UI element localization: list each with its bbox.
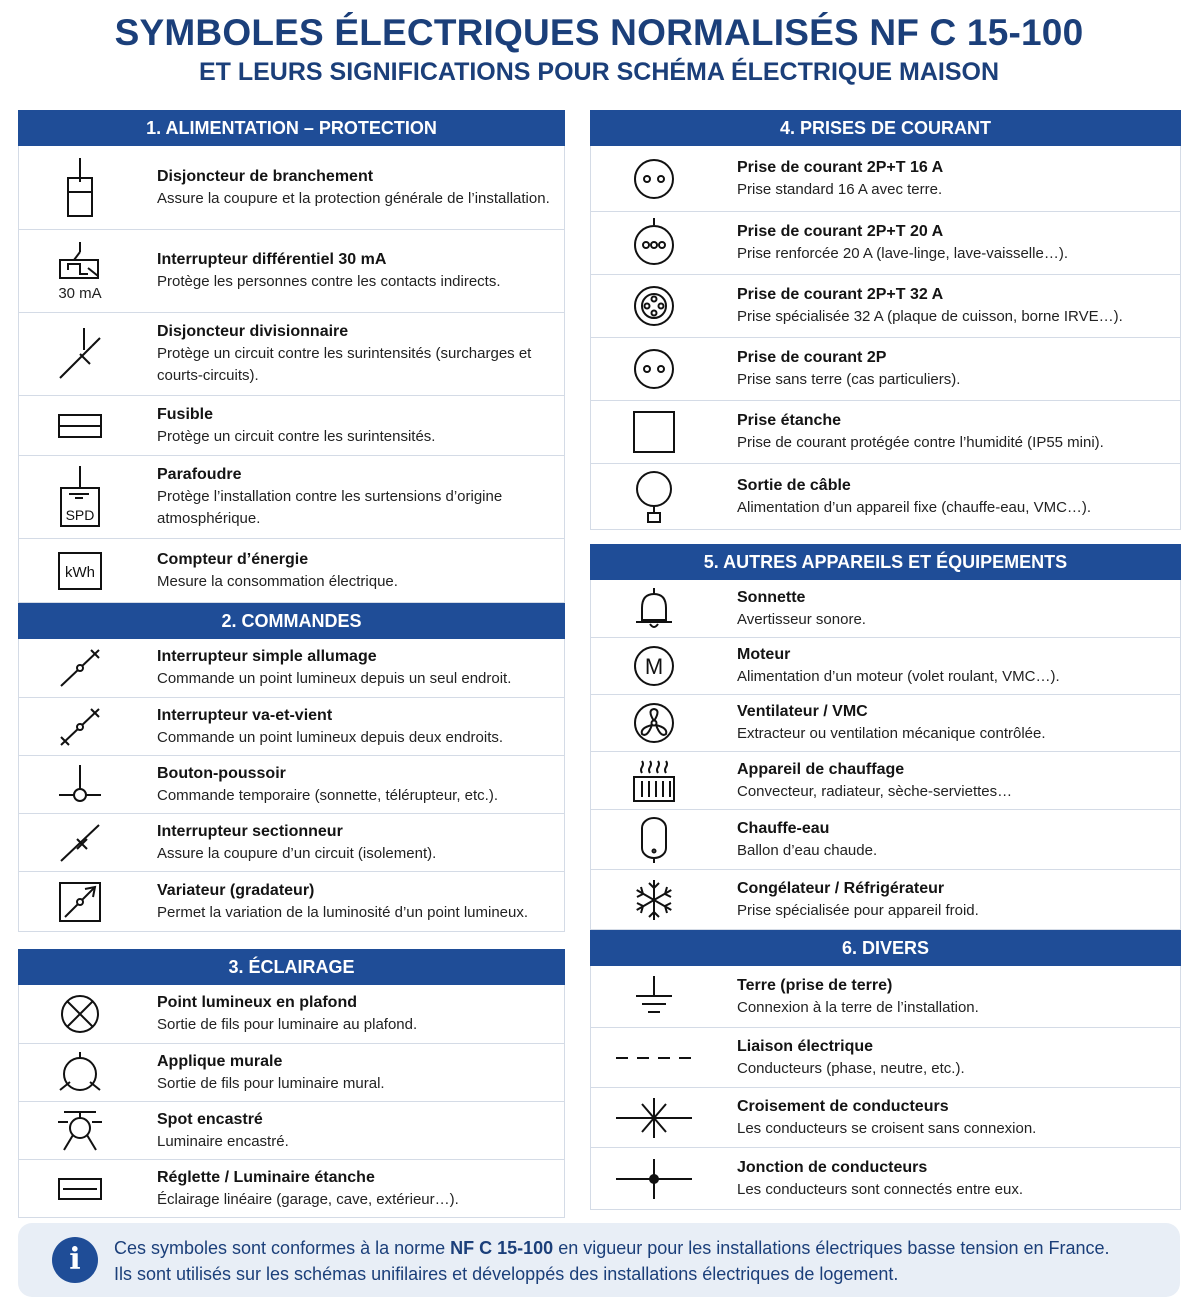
section-eclairage: [18, 949, 565, 1218]
surge-protector-icon: [19, 464, 141, 530]
item-name: Disjoncteur de branchement: [157, 167, 374, 185]
list-item: [591, 580, 1180, 637]
item-name: Jonction de conducteurs: [737, 1158, 928, 1176]
list-item: [19, 985, 564, 1043]
item-desc: Connexion à la terre de l’installation.: [737, 998, 979, 1016]
item-name: Fusible: [157, 405, 214, 423]
item-desc: Alimentation d’un moteur (volet roulant, VMC…).: [737, 668, 1060, 685]
item-name: Bouton-poussoir: [157, 764, 286, 782]
item-desc: Prise spécialisée pour appareil froid.: [737, 901, 979, 919]
ceiling-light-icon: [19, 992, 141, 1036]
list-item: [591, 1147, 1180, 1209]
item-desc: Prise spécialisée 32 A (plaque de cuisson, borne IRVE…).: [737, 308, 1123, 325]
list-item: [591, 809, 1180, 869]
item-name: Parafoudre: [157, 466, 242, 483]
list-item: [19, 538, 564, 602]
item-name: Sonnette: [737, 588, 806, 606]
page-title: SYMBOLES ÉLECTRIQUES NORMALISÉS NF C 15-100: [114, 12, 1084, 53]
item-desc: Assure la coupure d’un circuit (isolement).: [157, 844, 437, 862]
section-prises: [590, 110, 1181, 530]
list-item: [591, 869, 1180, 929]
item-desc: Prise de courant protégée contre l’humidité (IP55 mini).: [737, 434, 1104, 451]
list-item: [19, 639, 564, 697]
bell-icon: [591, 586, 717, 632]
item-name: Sortie de câble: [737, 476, 851, 494]
list-item: [591, 694, 1180, 751]
section-divers: [590, 930, 1181, 1210]
item-desc: Sortie de fils pour luminaire mural.: [157, 1074, 385, 1092]
list-item: [591, 463, 1180, 529]
info-line1-start: Ces symboles sont conformes à la norme: [114, 1238, 451, 1258]
list-item: [19, 813, 564, 871]
section-header: 4. PRISES DE COURANT: [590, 110, 1181, 146]
water-heater-icon: [591, 815, 717, 865]
push-button-icon: [19, 763, 141, 807]
list-item: [19, 146, 564, 229]
info-line2: Ils sont utilisés sur les schémas unifilaires et développés des installations électriques de logement.: [114, 1264, 899, 1284]
item-name: Liaison électrique: [737, 1037, 874, 1055]
item-desc: Ballon d’eau chaude.: [737, 841, 878, 859]
item-name: Moteur: [737, 646, 791, 663]
item-name: Applique murale: [157, 1052, 283, 1070]
item-name: Interrupteur simple allumage: [157, 648, 377, 665]
icon-label: kWh: [65, 563, 95, 581]
item-name: Réglette / Luminaire étanche: [157, 1168, 375, 1186]
item-desc: Commande un point lumineux depuis deux endroits.: [157, 728, 504, 746]
icon-label: 30 mA: [58, 285, 102, 302]
item-desc: Les conducteurs sont connectés entre eux.: [737, 1180, 1024, 1198]
info-icon: i: [52, 1237, 98, 1283]
item-desc: Permet la variation de la luminosité d’un point lumineux.: [157, 903, 529, 921]
item-name: Appareil de chauffage: [737, 760, 905, 778]
main-breaker-icon: [19, 156, 141, 220]
item-name: Interrupteur va-et-vient: [157, 706, 333, 724]
section-header: 6. DIVERS: [590, 930, 1181, 966]
item-desc: Prise sans terre (cas particuliers).: [737, 371, 961, 388]
info-norm-name: NF C 15-100: [450, 1238, 554, 1258]
list-item: [19, 755, 564, 813]
list-item: [591, 274, 1180, 337]
list-item: [591, 637, 1180, 694]
socket-20a-icon: [591, 217, 717, 269]
item-desc: Luminaire encastré.: [157, 1132, 289, 1150]
item-name: Prise de courant 2P+T 32 A: [737, 286, 944, 303]
socket-32a-icon: [591, 282, 717, 330]
item-desc: Mesure la consommation électrique.: [157, 572, 398, 590]
right-column: [590, 110, 1181, 1210]
conductor-crossing-icon: [591, 1096, 717, 1140]
item-name: Interrupteur différentiel 30 mA: [157, 251, 387, 268]
item-name: Disjoncteur divisionnaire: [157, 323, 349, 340]
batten-light-icon: [19, 1175, 141, 1203]
rcd-switch-icon: [19, 240, 141, 302]
item-name: Spot encastré: [157, 1110, 263, 1128]
heater-icon: [591, 757, 717, 805]
item-name: Point lumineux en plafond: [157, 994, 357, 1011]
list-item: [591, 211, 1180, 274]
item-desc: Sortie de fils pour luminaire au plafond.: [157, 1016, 418, 1033]
list-item: [591, 337, 1180, 400]
section-header: 2. COMMANDES: [18, 603, 565, 639]
disconnector-switch-icon: [19, 821, 141, 865]
item-desc: Protège un circuit contre les surintensités (surcharges et courts-circuits).: [157, 345, 532, 384]
item-desc: Protège les personnes contre les contacts indirects.: [157, 273, 501, 290]
item-name: Prise étanche: [737, 412, 842, 429]
item-desc: Conducteurs (phase, neutre, etc.).: [737, 1059, 965, 1077]
earth-ground-icon: [591, 974, 717, 1020]
single-switch-icon: [19, 646, 141, 690]
list-item: [19, 1159, 564, 1217]
section-header: 5. AUTRES APPAREILS ET ÉQUIPEMENTS: [590, 544, 1181, 580]
waterproof-socket-icon: [591, 409, 717, 455]
socket-2p-icon: [591, 345, 717, 393]
item-desc: Éclairage linéaire (garage, cave, extérieur…).: [157, 1190, 459, 1208]
conductor-junction-icon: [591, 1157, 717, 1201]
list-item: [19, 871, 564, 931]
item-name: Prise de courant 2P: [737, 349, 887, 366]
info-banner: [18, 1223, 1180, 1297]
item-desc: Les conducteurs se croisent sans connexion.: [737, 1119, 1037, 1137]
list-item: [19, 229, 564, 312]
item-name: Compteur d’énergie: [157, 550, 309, 568]
item-desc: Commande temporaire (sonnette, télérupteur, etc.).: [157, 786, 499, 804]
item-desc: Prise renforcée 20 A (lave-linge, lave-vaisselle…).: [737, 245, 1068, 262]
recessed-spot-icon: [19, 1108, 141, 1154]
item-name: Prise de courant 2P+T 20 A: [737, 223, 944, 240]
section-header: 3. ÉCLAIRAGE: [18, 949, 565, 985]
fuse-icon: [19, 411, 141, 441]
list-item: [19, 395, 564, 455]
section-header: 1. ALIMENTATION – PROTECTION: [18, 110, 565, 146]
two-way-switch-icon: [19, 705, 141, 749]
page-subtitle: ET LEURS SIGNIFICATIONS POUR SCHÉMA ÉLECTRIQUE MAISON: [198, 58, 1000, 86]
list-item: [591, 966, 1180, 1027]
list-item: [19, 697, 564, 755]
fan-icon: [591, 700, 717, 746]
item-desc: Convecteur, radiateur, sèche-serviettes…: [737, 782, 1013, 800]
wall-light-icon: [19, 1050, 141, 1096]
list-item: [19, 455, 564, 538]
list-item: [591, 1027, 1180, 1087]
item-desc: Prise standard 16 A avec terre.: [737, 180, 943, 198]
item-name: Prise de courant 2P+T 16 A: [737, 158, 944, 176]
item-name: Croisement de conducteurs: [737, 1097, 949, 1115]
item-name: Variateur (gradateur): [157, 881, 315, 899]
left-column: [18, 110, 565, 1218]
item-name: Ventilateur / VMC: [737, 703, 868, 720]
list-item: [19, 1043, 564, 1101]
socket-16a-icon: [591, 155, 717, 203]
motor-icon: [591, 643, 717, 689]
item-desc: Avertisseur sonore.: [737, 610, 866, 628]
section-alimentation-protection: [18, 110, 565, 603]
item-desc: Alimentation d’un appareil fixe (chauffe-eau, VMC…).: [737, 498, 1092, 516]
section-autres-appareils: [590, 544, 1181, 930]
info-text: [114, 1235, 1164, 1287]
item-desc: Commande un point lumineux depuis un seul endroit.: [157, 670, 512, 687]
item-desc: Protège un circuit contre les surintensités.: [157, 427, 436, 445]
icon-label: M: [644, 654, 664, 679]
dimmer-icon: [19, 879, 141, 925]
circuit-breaker-icon: [19, 324, 141, 384]
list-item: [591, 146, 1180, 211]
list-item: [19, 1101, 564, 1159]
item-desc: Assure la coupure et la protection générale de l’installation.: [157, 189, 550, 207]
item-name: Terre (prise de terre): [737, 976, 893, 994]
item-name: Chauffe-eau: [737, 819, 830, 837]
icon-label: SPD: [65, 507, 95, 523]
section-commandes: [18, 603, 565, 932]
item-desc: Protège l’installation contre les surtensions d’origine atmosphérique.: [157, 488, 503, 527]
list-item: [591, 1087, 1180, 1147]
item-name: Interrupteur sectionneur: [157, 822, 343, 840]
item-name: Congélateur / Réfrigérateur: [737, 879, 945, 897]
list-item: [19, 312, 564, 395]
item-desc: Extracteur ou ventilation mécanique contrôlée.: [737, 725, 1046, 742]
list-item: [591, 751, 1180, 809]
snowflake-icon: [591, 877, 717, 923]
cable-outlet-icon: [591, 469, 717, 525]
info-line1-end: en vigueur pour les installations électriques basse tension en France.: [553, 1238, 1110, 1258]
list-item: [591, 400, 1180, 463]
energy-meter-icon: [19, 550, 141, 592]
dashed-link-icon: [591, 1053, 717, 1063]
